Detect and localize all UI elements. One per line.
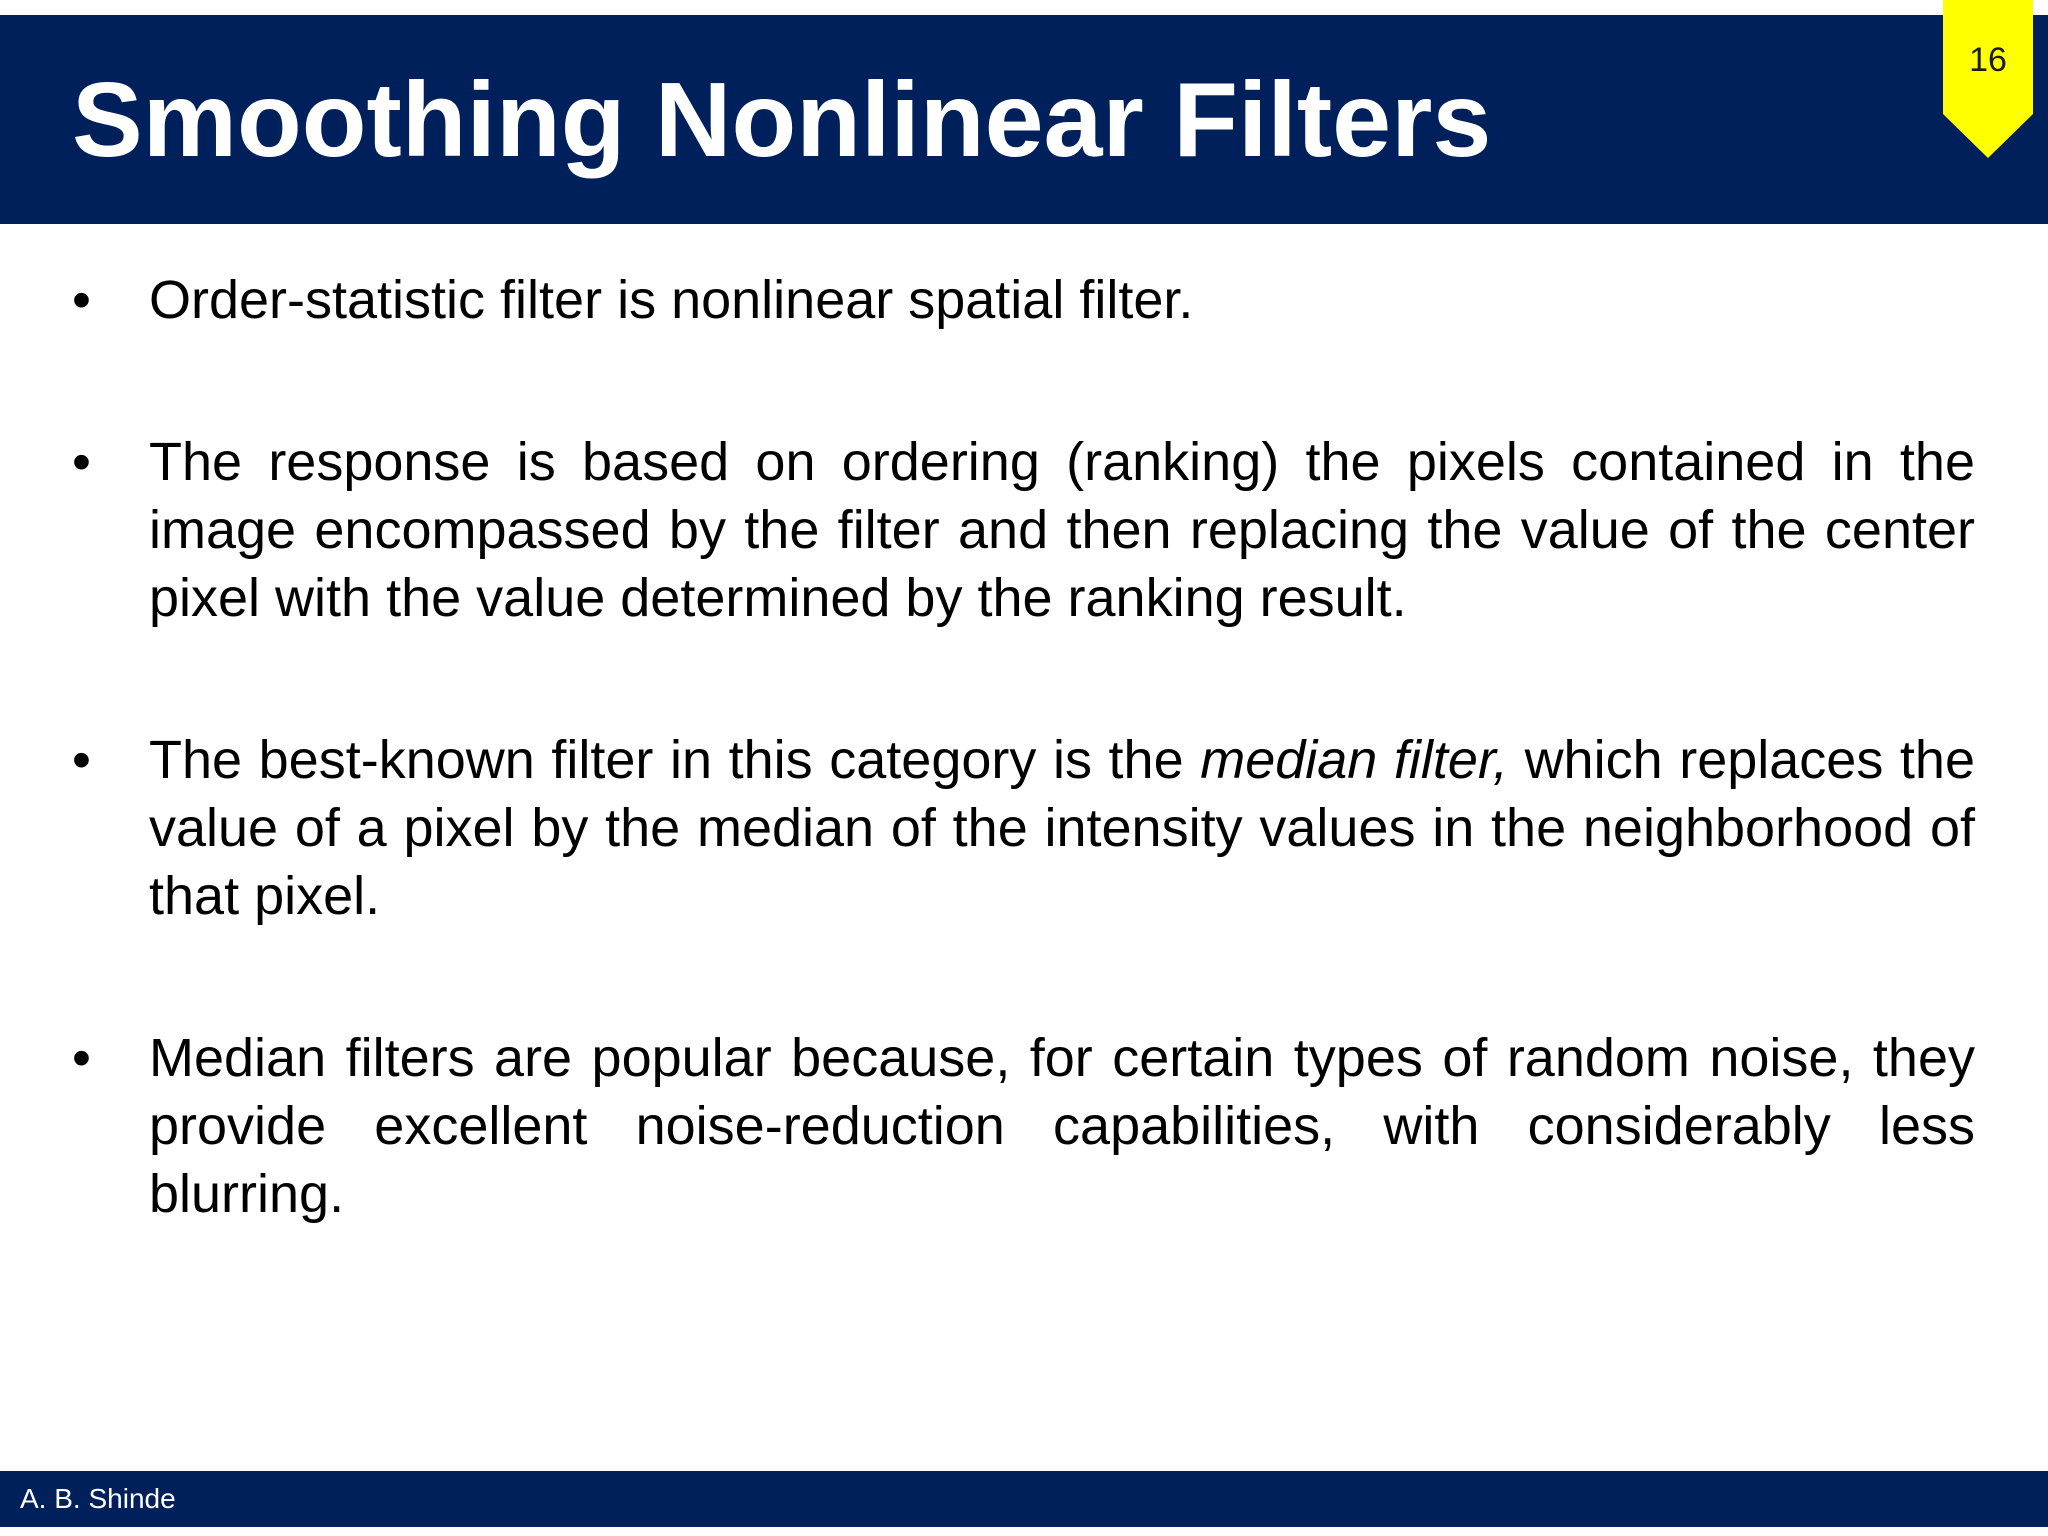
bullet-dot-icon: • [72, 730, 91, 790]
page-badge [1943, 0, 2033, 158]
bullet-text-part: The best-known filter in this category is the [149, 730, 1201, 790]
bullet-item [72, 726, 1975, 930]
bullet-text-part: Median filters are popular because, for certain types of random noise, they provide excellent noise-reduction capabilities, with considerably less blurring. [149, 1028, 1975, 1224]
bullet-text-part: which replaces the value of a pixel by the median of the intensity values in the neighborhood of that pixel. [149, 730, 1975, 926]
bullet-text [149, 730, 1975, 926]
bullet-dot-icon: • [72, 270, 91, 330]
slide-title: Smoothing Nonlinear Filters [72, 61, 1492, 179]
bullet-text [149, 1028, 1975, 1224]
bullet-dot-icon: • [72, 432, 91, 492]
page-number: 16 [1969, 41, 2007, 79]
bullet-text-emphasis: median filter, [1200, 730, 1508, 790]
bullet-text [149, 432, 1975, 628]
bullet-item [72, 1024, 1975, 1228]
footer-band [0, 1471, 2048, 1527]
bullet-item [72, 266, 1975, 334]
bullet-text [149, 270, 1193, 330]
bullet-text-part: Order-statistic filter is nonlinear spatial filter. [149, 270, 1194, 330]
bullet-list [72, 266, 1975, 1228]
bullet-dot-icon: • [72, 1028, 91, 1088]
bullet-item [72, 428, 1975, 632]
bullet-text-part: The response is based on ordering (ranking) the pixels contained in the image encompassed by the filter and then replacing the value of the center pixel with the value determined by the ranking result. [149, 432, 1975, 628]
footer-author: A. B. Shinde [20, 1483, 176, 1514]
